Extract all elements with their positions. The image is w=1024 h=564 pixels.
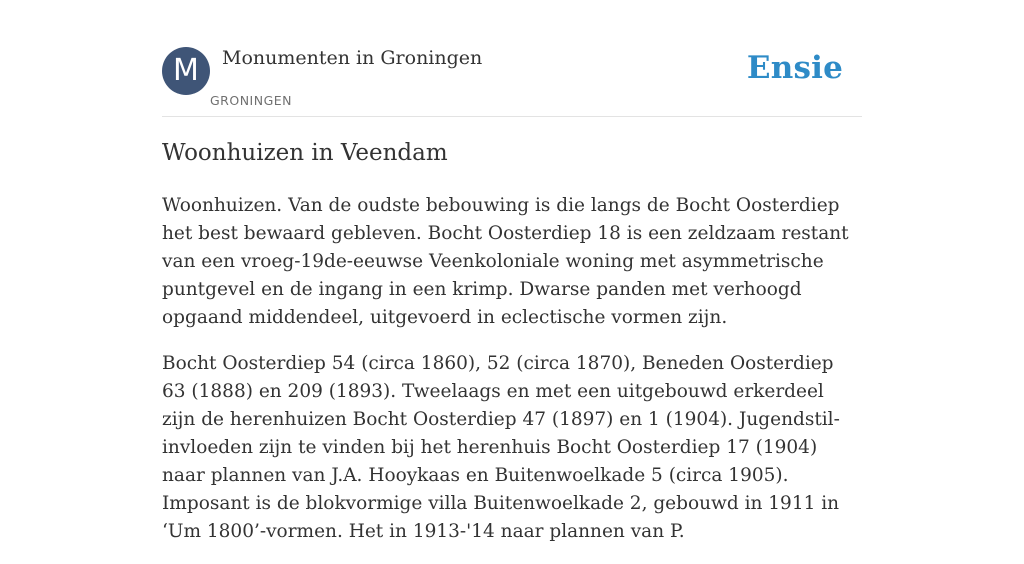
article-container xyxy=(162,0,862,542)
source-avatar[interactable]: M xyxy=(162,47,210,95)
page-title: Woonhuizen in Veendam xyxy=(162,140,448,166)
paragraph-1: Woonhuizen. Van de oudste bebouwing is die langs de Bocht Oosterdiep het best bewaard gebleven. Bocht Oosterdiep 18 is een zeldzaam restant van een vroeg-19de-eeuwse Veenkoloniale woning met asymmetrische puntgevel en de ingang in een krimp. Dwarse panden met verhoogd opgaand middendeel, uitgevoerd in eclectische vormen zijn. xyxy=(162,195,849,328)
article-body xyxy=(162,192,862,564)
ensie-logo[interactable]: Ensie xyxy=(746,50,843,86)
source-name-link[interactable]: Monumenten in Groningen xyxy=(222,47,483,69)
source-subtitle: GRONINGEN xyxy=(210,93,293,108)
paragraph-2: Bocht Oosterdiep 54 (circa 1860), 52 (circa 1870), Beneden Oosterdiep 63 (1888) en 209 (1893). Tweelaags en met een uitgebouwd erkerdeel zijn de herenhuizen Bocht Oosterdiep 47 (1897) en 1 (1904). Jugendstil-invloeden zijn te vinden bij het herenhuis Bocht Oosterdiep 17 (1904) naar plannen van J.A. Hooykaas en Buitenwoelkade 5 (circa 1905). Imposant is de blokvormige villa Buitenwoelkade 2, gebouwd in 1911 in ‘Um 1800’-vormen. Het in 1913-'14 naar plannen van P. xyxy=(162,353,840,542)
article-header xyxy=(162,0,862,117)
